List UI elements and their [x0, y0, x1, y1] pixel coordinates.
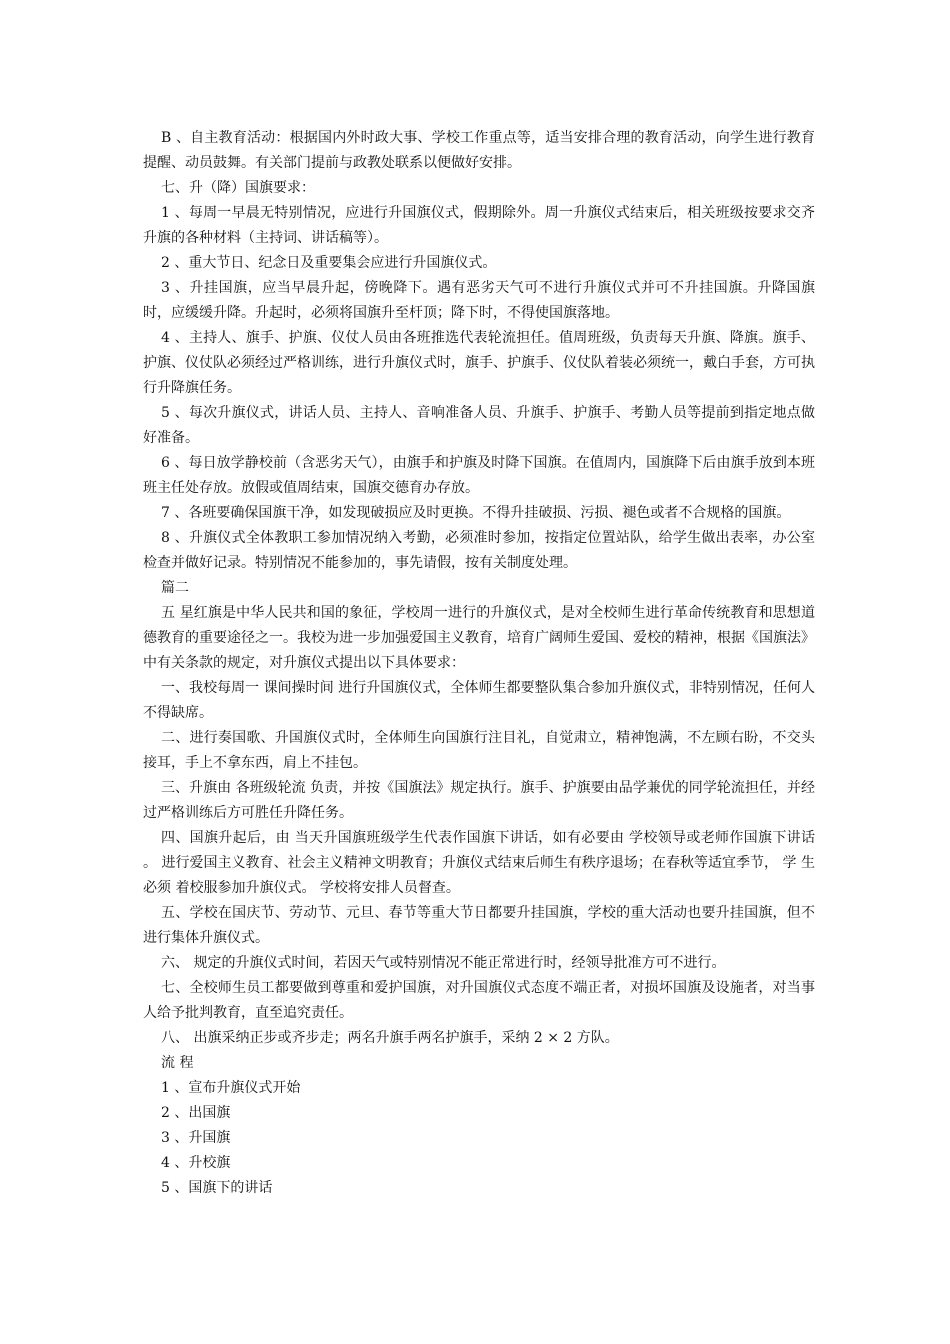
paragraph-intro: 五 星红旗是中华人民共和国的象征，学校周一进行的升旗仪式，是对全校师生进行革命传统教育和思想道德教育的重要途径之一。我校为进一步加强爱国主义教育，培育广阔师生爱国、爱校的精神，根据《国旗法》中有关条款的规定，对升旗仪式提出以下具体要求：	[143, 605, 815, 671]
section-heading-flag-requirements: 七、升（降）国旗要求：	[161, 180, 315, 196]
rule-item-6: 六、 规定的升旗仪式时间，若因天气或特别情况不能正常进行时，经领导批准方可不进行。	[161, 955, 726, 971]
rule-item-8: 八、 出旗采纳正步或齐步走；两名升旗手两名护旗手，采纳 2 × 2 方队。	[161, 1030, 619, 1046]
procedure-step-2: 2 、出国旗	[161, 1105, 231, 1121]
list-item-3: 3 、升挂国旗，应当早晨升起，傍晚降下。遇有恶劣天气可不进行升旗仪式并可不升挂国旗。升降国旗时，应缓缓升降。升起时，必须将国旗升至杆顶；降下时，不得使国旗落地。	[143, 280, 815, 321]
list-item-4: 4 、主持人、旗手、护旗、仪仗人员由各班推选代表轮流担任。值周班级，负责每天升旗、降旗。旗手、护旗、仪仗队必须经过严格训练，进行升旗仪式时，旗手、护旗手、仪仗队着装必须统一，戴白手套，方可执行升降旗任务。	[143, 330, 815, 396]
rule-item-2: 二、进行奏国歌、升国旗仪式时，全体师生向国旗行注目礼，自觉肃立，精神饱满，不左顾右盼，不交头接耳，手上不拿东西，肩上不挂包。	[143, 730, 815, 771]
list-item-2: 2 、重大节日、纪念日及重要集会应进行升国旗仪式。	[161, 255, 497, 271]
procedure-step-5: 5 、国旗下的讲话	[161, 1180, 273, 1196]
list-item-7: 7 、各班要确保国旗干净，如发现破损应及时更换。不得升挂破损、污损、褪色或者不合规格的国旗。	[161, 505, 791, 521]
document-body	[143, 126, 815, 1201]
rule-item-5: 五、学校在国庆节、劳动节、元旦、春节等重大节日都要升挂国旗，学校的重大活动也要升挂国旗，但不进行集体升旗仪式。	[143, 905, 815, 946]
list-item-8: 8 、升旗仪式全体教职工参加情况纳入考勤，必须准时参加，按指定位置站队，给学生做出表率，办公室检查并做好记录。特别情况不能参加的，事先请假，按有关制度处理。	[143, 530, 815, 571]
rule-item-4: 四、国旗升起后，由 当天升国旗班级学生代表作国旗下讲话，如有必要由 学校领导或老师作国旗下讲话 。 进行爱国主义教育、社会主义精神文明教育；升旗仪式结束后师生有秩序退场；在春秋等适宜季节， 学 生 必须 着校服参加升旗仪式。 学校将安排人员督查。	[143, 830, 815, 896]
list-item-1: 1 、每周一早晨无特别情况，应进行升国旗仪式，假期除外。周一升旗仪式结束后，相关班级按要求交齐升旗的各种材料（主持词、讲话稿等）。	[143, 205, 815, 246]
paragraph-self-education: B 、自主教育活动：根据国内外时政大事、学校工作重点等，适当安排合理的教育活动，向学生进行教育提醒、动员鼓舞。有关部门提前与政教处联系以便做好安排。	[143, 130, 815, 171]
procedure-step-1: 1 、宣布升旗仪式开始	[161, 1080, 301, 1096]
rule-item-1: 一、我校每周一 课间操时间 进行升国旗仪式，全体师生都要整队集合参加升旗仪式，非特别情况，任何人不得缺席。	[143, 680, 815, 721]
section-heading-procedure: 流 程	[161, 1055, 194, 1071]
procedure-step-3: 3 、升国旗	[161, 1130, 231, 1146]
list-item-5: 5 、每次升旗仪式，讲话人员、主持人、音响准备人员、升旗手、护旗手、考勤人员等提前到指定地点做好准备。	[143, 405, 815, 446]
section-heading-part-two: 篇二	[161, 580, 189, 596]
list-item-6: 6 、每日放学静校前（含恶劣天气），由旗手和护旗及时降下国旗。在值周内，国旗降下后由旗手放到本班班主任处存放。放假或值周结束，国旗交德育办存放。	[143, 455, 815, 496]
procedure-step-4: 4 、升校旗	[161, 1155, 231, 1171]
rule-item-7: 七、全校师生员工都要做到尊重和爱护国旗，对升国旗仪式态度不端正者，对损坏国旗及设施者，对当事人给予批判教育，直至追究责任。	[143, 980, 815, 1021]
rule-item-3: 三、升旗由 各班级轮流 负责，并按《国旗法》规定执行。旗手、护旗要由品学兼优的同学轮流担任，并经过严格训练后方可胜任升降任务。	[143, 780, 815, 821]
